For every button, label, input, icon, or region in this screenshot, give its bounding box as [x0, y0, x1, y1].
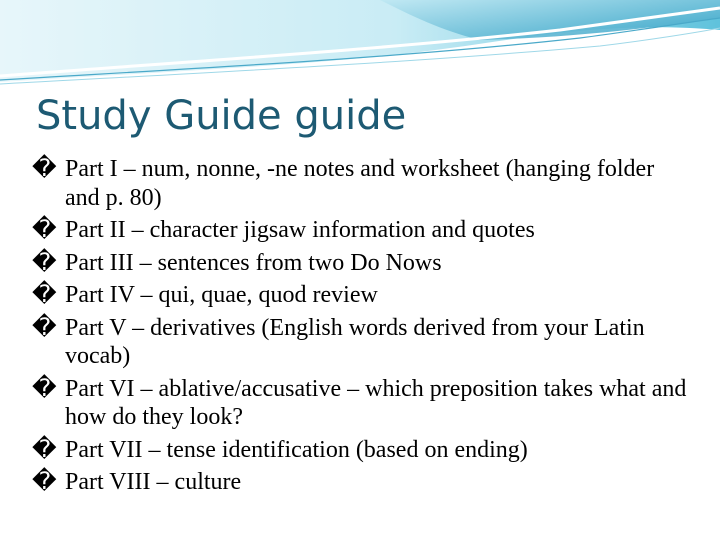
bullet-glyph-icon: � [32, 436, 57, 463]
bullet-glyph-icon: � [32, 156, 57, 182]
bullet-glyph-icon: � [32, 375, 57, 402]
list-item [32, 436, 692, 465]
list-item [32, 314, 692, 371]
bullet-glyph-icon: � [32, 217, 57, 243]
list-item-text: Part VIII – culture [65, 469, 242, 495]
bullet-glyph-icon: � [32, 282, 57, 308]
bullet-glyph-icon: � [32, 314, 57, 341]
list-item-text: Part VI – ablative/accusative – which preposition takes what and how do they look? [65, 375, 687, 430]
bullet-glyph-icon: � [32, 249, 57, 276]
list-item [32, 281, 692, 310]
list-item-text: Part I – num, nonne, -ne notes and worksheet (hanging folder and p. 80) [65, 156, 655, 211]
list-item [32, 375, 692, 432]
list-item [32, 155, 692, 212]
list-item [32, 468, 692, 497]
bullet-glyph-icon: � [32, 469, 57, 495]
slide-title: Study Guide guide [36, 93, 407, 139]
list-item-text: Part VII – tense identification (based on ending) [65, 436, 528, 463]
header-wave-banner [0, 0, 720, 90]
list-item [32, 249, 692, 278]
list-item-text: Part V – derivatives (English words derived from your Latin vocab) [65, 314, 645, 369]
list-item-text: Part II – character jigsaw information and quotes [65, 217, 535, 243]
list-item [32, 216, 692, 245]
list-item-text: Part IV – qui, quae, quod review [65, 282, 378, 308]
bullet-list [32, 155, 692, 501]
list-item-text: Part III – sentences from two Do Nows [65, 249, 442, 276]
